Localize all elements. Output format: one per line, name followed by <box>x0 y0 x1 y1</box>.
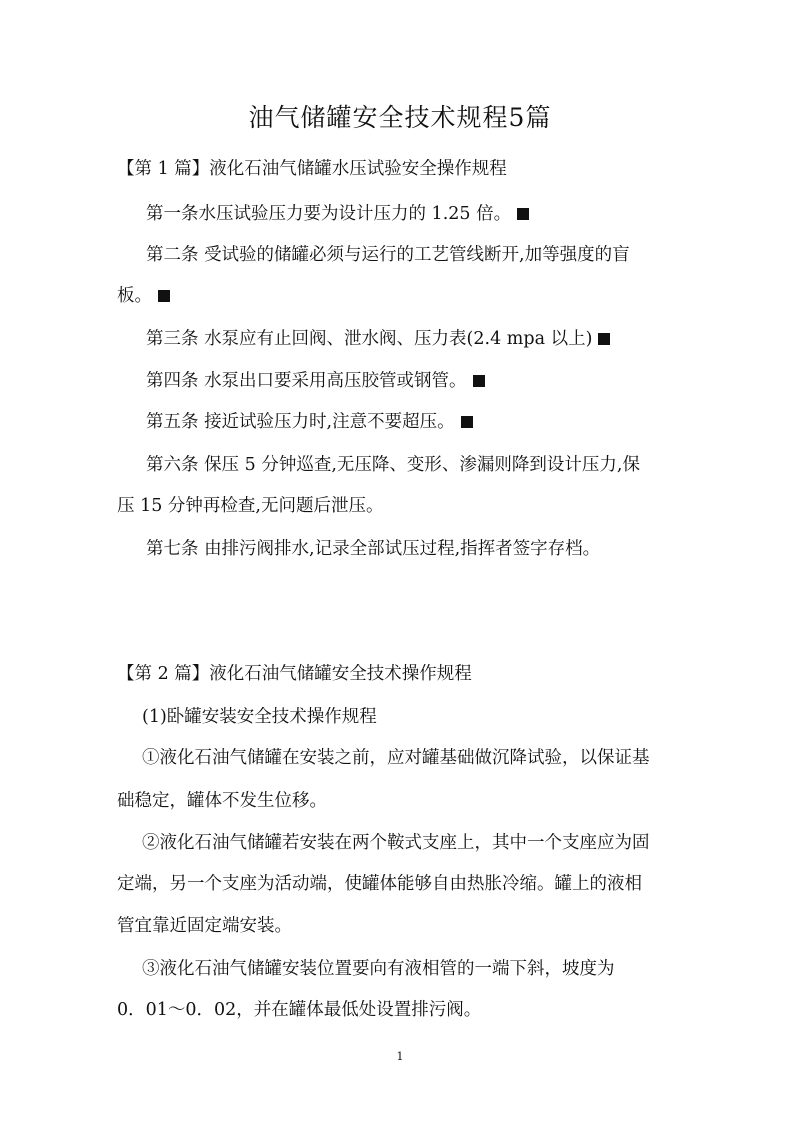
item-1-line-2: 础稳定，罐体不发生位移。 <box>117 791 327 811</box>
item-2-line-3: 管宜靠近固定端安装。 <box>117 916 292 936</box>
article-3-text: 第三条 水泵应有止回阀、泄水阀、压力表(2.4 mpa 以上) <box>146 329 593 349</box>
article-7: 第七条 由排污阀排水,记录全部试压过程,指挥者签字存档。 <box>146 539 601 559</box>
black-square-icon <box>517 208 529 220</box>
article-2-line-2 <box>0 284 800 308</box>
document-title: 油气储罐安全技术规程5篇 <box>248 103 552 132</box>
page-number: 1 <box>396 1050 404 1063</box>
item-2-line-2: 定端，另一个支座为活动端，使罐体能够自由热胀冷缩。罐上的液相 <box>117 874 642 894</box>
article-3 <box>0 327 800 351</box>
article-5 <box>0 410 800 434</box>
black-square-icon <box>473 375 485 387</box>
section-1-heading: 【第 1 篇】液化石油气储罐水压试验安全操作规程 <box>117 159 507 179</box>
item-3-line-2: 0．01～0．02，并在罐体最低处设置排污阀。 <box>117 1000 482 1020</box>
item-1-line-1: ①液化石油气储罐在安装之前，应对罐基础做沉降试验，以保证基 <box>142 748 650 768</box>
article-1 <box>0 202 800 226</box>
item-3-line-1: ③液化石油气储罐安装位置要向有液相管的一端下斜，坡度为 <box>142 959 615 979</box>
article-2-line-1: 第二条 受试验的储罐必须与运行的工艺管线断开,加等强度的盲 <box>146 245 630 265</box>
black-square-icon <box>158 290 170 302</box>
item-2-line-1: ②液化石油气储罐若安装在两个鞍式支座上，其中一个支座应为固 <box>142 833 650 853</box>
article-2-line-2-text: 板。 <box>117 286 152 306</box>
section-2-subheading: (1)卧罐安装安全技术操作规程 <box>142 707 377 727</box>
article-6-line-2: 压 15 分钟再检查,无问题后泄压。 <box>117 496 384 516</box>
black-square-icon <box>598 333 610 345</box>
article-6-line-1: 第六条 保压 5 分钟巡查,无压降、变形、渗漏则降到设计压力,保 <box>146 455 640 475</box>
article-4-text: 第四条 水泵出口要采用高压胶管或钢管。 <box>146 371 467 391</box>
article-1-text: 第一条水压试验压力要为设计压力的 1.25 倍。 <box>146 204 512 224</box>
section-2-heading: 【第 2 篇】液化石油气储罐安全技术操作规程 <box>117 664 472 684</box>
article-4 <box>0 369 800 393</box>
black-square-icon <box>461 416 473 428</box>
article-5-text: 第五条 接近试验压力时,注意不要超压。 <box>146 412 455 432</box>
